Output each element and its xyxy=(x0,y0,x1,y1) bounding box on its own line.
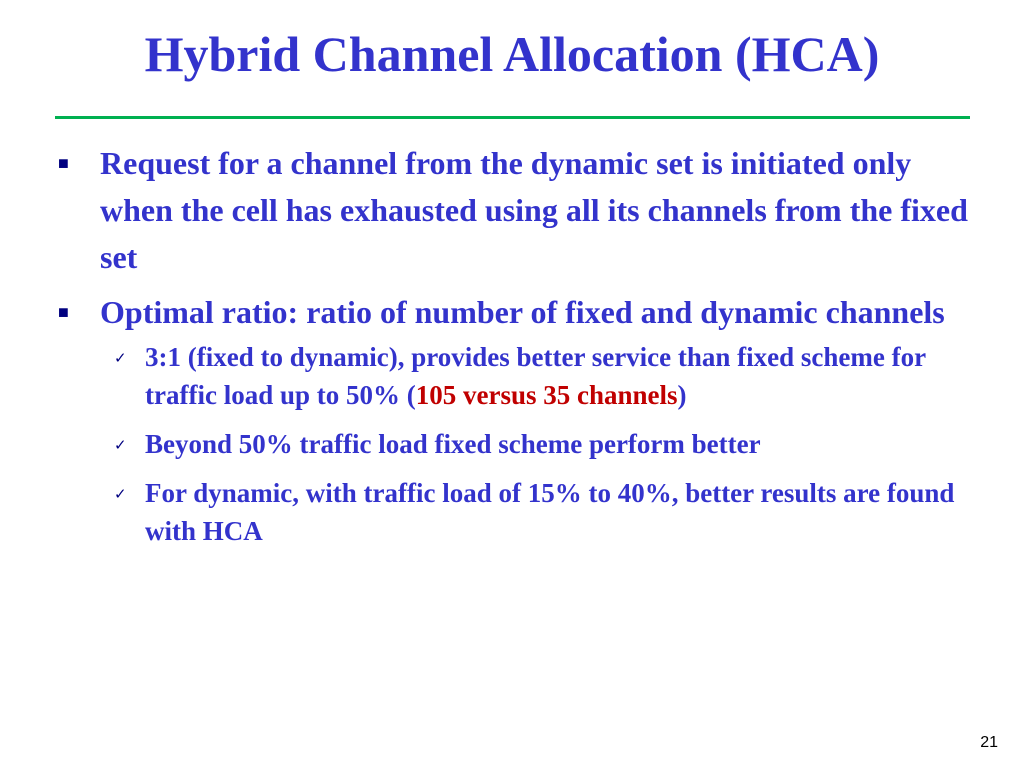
page-number: 21 xyxy=(980,734,998,751)
square-bullet-icon: ■ xyxy=(58,153,69,173)
bullet-item xyxy=(58,289,978,550)
bullet-text: Request for a channel from the dynamic set is initiated only when the cell has exhausted using all its channels from the fixed set xyxy=(100,145,968,275)
sub-bullet-item xyxy=(100,425,978,463)
bullet-item xyxy=(58,140,978,281)
title-divider xyxy=(55,116,970,119)
bullet-text: Optimal ratio: ratio of number of fixed and dynamic channels xyxy=(100,294,945,330)
sub-bullet-text: 3:1 (fixed to dynamic), provides better service than fixed scheme for traffic load up to 50% ( xyxy=(145,342,926,410)
bullet-list xyxy=(58,140,978,561)
checkmark-icon: ✓ xyxy=(114,349,127,367)
square-bullet-icon: ■ xyxy=(58,302,69,322)
sub-bullet-text-end: ) xyxy=(677,380,687,410)
sub-bullet-text: Beyond 50% traffic load fixed scheme perform better xyxy=(145,429,761,459)
sub-bullet-item xyxy=(100,474,978,550)
slide-title: Hybrid Channel Allocation (HCA) xyxy=(144,26,880,82)
sub-bullet-list xyxy=(100,338,978,550)
sub-bullet-item xyxy=(100,338,978,414)
checkmark-icon: ✓ xyxy=(114,485,127,503)
sub-bullet-text: For dynamic, with traffic load of 15% to 40%, better results are found with HCA xyxy=(145,478,955,546)
checkmark-icon: ✓ xyxy=(114,436,127,454)
highlighted-text: 105 versus 35 channels xyxy=(415,380,678,410)
